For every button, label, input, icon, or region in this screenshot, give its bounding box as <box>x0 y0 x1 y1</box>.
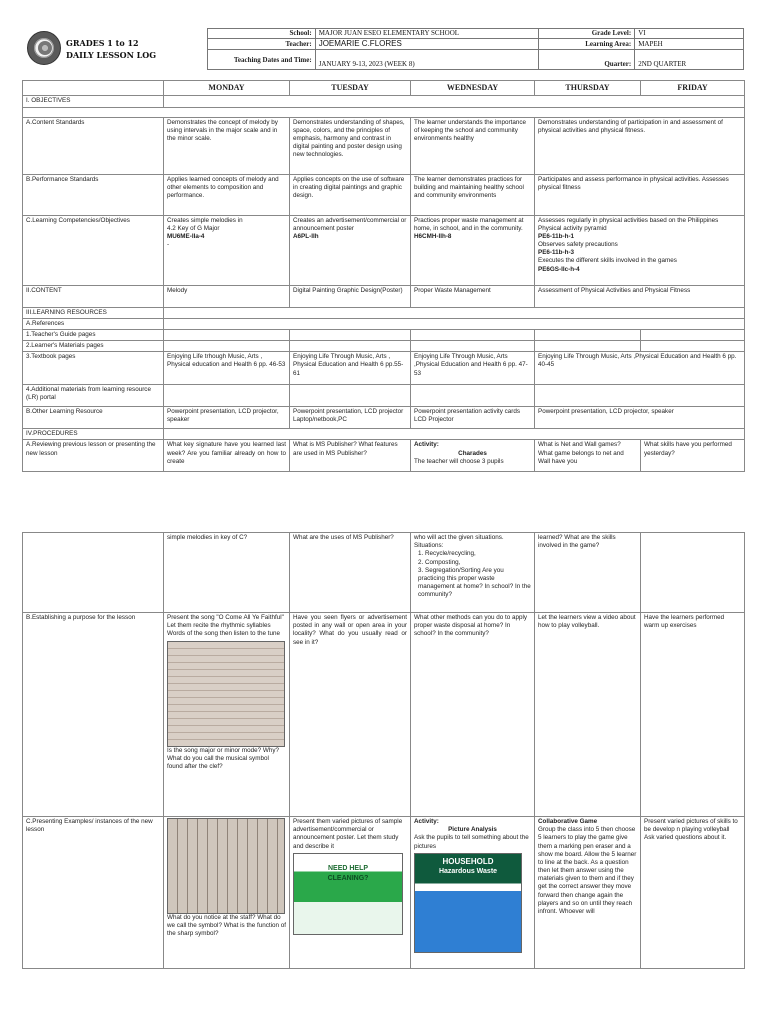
page-one <box>0 0 768 480</box>
cont-label-blank <box>23 533 164 613</box>
header-info-table <box>207 28 744 70</box>
comp-mon-code: MU6ME-IIa-4 <box>167 232 205 240</box>
comp-mon-line2: 4.2 Key of G Major <box>167 224 220 232</box>
performance-standards-thu: Participates and assess performance in physical activities. Assesses physical fitness <box>535 174 745 215</box>
review-wed <box>411 440 535 472</box>
lm-tue <box>290 341 411 352</box>
tg-fri <box>641 329 745 340</box>
comp-thu-code2: PE6-11b-h-3 <box>538 249 575 257</box>
area-label: Learning Area: <box>539 39 635 50</box>
lesson-table-page-2 <box>22 532 745 969</box>
textbook-wed: Enjoying Life Through Music, Arts ,Physical Education and Health 6 pp. 47-53 <box>411 352 535 385</box>
comp-thu-code3: PE6GS-IIc-h-4 <box>538 265 580 273</box>
lm-wed <box>411 341 535 352</box>
examples-thu <box>535 817 641 969</box>
day-header-wednesday: WEDNESDAY <box>411 81 535 96</box>
lm-label: 2.Learner's Materials pages <box>23 341 164 352</box>
examples-tue-text: Present them varied pictures of sample advertisement/commercial or announcement poster. Let them study and describe it <box>293 818 403 850</box>
cont-wed-line5: 3. Segregation/Sorting Are you practicing this proper waste management at home? In school? In the community? <box>418 566 531 599</box>
sheet-music-photo <box>167 641 285 747</box>
grade-label: Grade Level: <box>539 29 635 39</box>
tg-mon <box>164 329 290 340</box>
hazard-line-2: Hazardous Waste <box>438 867 498 875</box>
procedures-heading: IV.PROCEDURES <box>23 429 164 440</box>
review-wed-text: The teacher will choose 3 pupils <box>414 457 504 465</box>
content-standards-thu: Demonstrates understanding of participation in and assessment of physical activities and physical fitness. <box>535 117 745 174</box>
examples-label: C.Presenting Examples/ instances of the new lesson <box>23 817 164 969</box>
cont-fri <box>641 533 745 613</box>
review-thu: What is Net and Wall games? What game belongs to net and Wall have you <box>535 440 641 472</box>
content-wed: Proper Waste Management <box>411 285 535 307</box>
content-label: II.CONTENT <box>23 285 164 307</box>
dates-value: JANUARY 9-13, 2023 (WEEK 8) <box>315 50 539 70</box>
examples-thu-text: Group the class into 5 then choose 5 learners to play the game give them a marking pen eraser and a show me board. Allow the 5 learner to line at the back. As a question then let them answer using the materials given to them and if they get the correct answer they move forward then change again the players and so on until they reach infront. Whoever will <box>538 826 637 915</box>
other-resource-wed: Powerpoint presentation activity cards LCD Projector <box>411 407 535 429</box>
day-header-friday: FRIDAY <box>641 81 745 96</box>
objectives-blank <box>164 96 745 107</box>
review-label: A.Reviewing previous lesson or presenting the new lesson <box>23 440 164 472</box>
day-header-thursday: THURSDAY <box>535 81 641 96</box>
textbook-mon: Enjoying Life trhough Music, Arts , Physical education and Health 6 pp. 46-53 <box>164 352 290 385</box>
content-standards-tue: Demonstrates understanding of shapes, space, colors, and the principles of emphasis, harmony and contrast in digital painting and poster design using new technologies. <box>290 117 411 174</box>
purpose-tue: Have you seen flyers or advertisement posted in any wall or open area in your locality? What do you usually read or see in it? <box>290 613 411 817</box>
review-fri: What skills have you performed yesterday? <box>641 440 745 472</box>
references-label: A.References <box>23 318 164 329</box>
teacher-value: JOEMARIE C.FLORES <box>315 39 539 50</box>
comp-thu-code1: PE6-11b-h-1 <box>538 232 575 240</box>
review-wed-sub: Charades <box>458 449 487 457</box>
competencies-label: C.Learning Competencies/Objectives <box>23 215 164 285</box>
review-tue: What is MS Publisher? What features are used in MS Publisher? <box>290 440 411 472</box>
examples-wed-sub: Picture Analysis <box>448 826 497 834</box>
comp-tue-line1: Creates an advertisement/commercial or announcement poster <box>293 216 407 232</box>
poster-line-1: NEED HELP <box>327 864 369 872</box>
procedures-blank <box>164 429 745 440</box>
corner-header <box>23 81 164 96</box>
competencies-tue <box>290 215 411 285</box>
purpose-label: B.Establishing a purpose for the lesson <box>23 613 164 817</box>
other-resource-label: B.Other Learning Resource <box>23 407 164 429</box>
examples-wed <box>411 817 535 969</box>
cont-wed-line4: 2. Composting, <box>418 558 461 566</box>
purpose-mon-line4: Is the song major or minor mode? Why? <box>167 746 279 754</box>
comp-wed-line1: Practices proper waste management at home, in school, and in the community. <box>414 216 524 232</box>
hazard-line-1: HOUSEHOLD <box>442 856 494 866</box>
title-line-1: GRADES 1 to 12 <box>66 38 139 48</box>
performance-standards-label: B.Performance Standards <box>23 174 164 215</box>
lm-thu <box>535 341 641 352</box>
performance-standards-mon: Applies learned concepts of melody and other elements to composition and performance. <box>164 174 290 215</box>
tg-tue <box>290 329 411 340</box>
content-standards-label: A.Content Standards <box>23 117 164 174</box>
cont-thu: learned? What are the skills involved in the game? <box>535 533 641 613</box>
comp-wed-code: H6CMH-IIh-8 <box>414 232 452 240</box>
cont-wed-line3: 1. Recycle/recycling, <box>418 550 476 558</box>
purpose-mon <box>164 613 290 817</box>
cont-wed-line2: Situations: <box>414 542 444 550</box>
content-mon: Melody <box>164 285 290 307</box>
cont-wed-line1: who will act the given situations. <box>414 534 504 541</box>
poster-line-2: CLEANING? <box>327 874 369 882</box>
purpose-mon-line1: Present the song "O Come All Ye Faithful" <box>167 614 284 621</box>
quarter-label: Quarter: <box>539 50 635 70</box>
examples-tue <box>290 817 411 969</box>
grade-value: VI <box>635 29 744 39</box>
title-line-2: DAILY LESSON LOG <box>66 49 157 60</box>
day-header-monday: MONDAY <box>164 81 290 96</box>
performance-standards-wed: The learner demonstrates practices for building and maintaining healthy school and community environments <box>411 174 535 215</box>
competencies-mon <box>164 215 290 285</box>
cont-wed <box>411 533 535 613</box>
comp-thu-line1: Assesses regularly in physical activities based on the Philippines Physical activity pyramid <box>538 216 719 232</box>
purpose-thu: Let the learners view a video about how to play volleyball. <box>535 613 641 817</box>
tg-wed <box>411 329 535 340</box>
lesson-table-page-1 <box>22 80 745 472</box>
day-header-tuesday: TUESDAY <box>290 81 411 96</box>
tg-thu <box>535 329 641 340</box>
additional-thu <box>535 385 745 407</box>
tg-label: 1.Teacher's Guide pages <box>23 329 164 340</box>
deped-seal-icon <box>27 31 61 65</box>
comp-thu-line2: Observes safety precautions <box>538 241 618 249</box>
other-resource-thu: Powerpoint presentation, LCD projector, speaker <box>535 407 745 429</box>
purpose-mon-line3: Words of the song then listen to the tune <box>167 630 280 638</box>
cont-mon: simple melodies in key of C? <box>164 533 290 613</box>
examples-mon-text: What do you notice at the staff? What do we call the symbol? What is the function of the sharp symbol? <box>167 914 286 938</box>
additional-tue <box>290 385 411 407</box>
review-mon: What key signature have you learned last week? Are you familiar already on how to create <box>164 440 290 472</box>
document-title <box>66 38 156 61</box>
content-standards-mon: Demonstrates the concept of melody by using intervals in the major scale and in the minor scale. <box>164 117 290 174</box>
other-resource-mon: Powerpoint presentation, LCD projector, speaker <box>164 407 290 429</box>
school-value: MAJOR JUAN ESEO ELEMENTARY SCHOOL <box>315 29 539 39</box>
purpose-mon-line5: What do you call the musical symbol found after the clef? <box>167 754 269 770</box>
content-standards-wed: The learner understands the importance of keeping the school and community environments healthy <box>411 117 535 174</box>
purpose-wed: What other methods can you do to apply proper waste disposal at home? In school? In the community? <box>411 613 535 817</box>
comp-thu-line3: Executes the different skills involved in the games <box>538 257 677 265</box>
textbook-label: 3.Textbook pages <box>23 352 164 385</box>
music-staff-photo <box>167 818 285 914</box>
performance-standards-tue: Applies concepts on the use of software in creating digital paintings and graphic design. <box>290 174 411 215</box>
purpose-fri: Have the learners performed warm up exercises <box>641 613 745 817</box>
quarter-value: 2ND QUARTER <box>635 50 744 70</box>
additional-label: 4.Additional materials from learning resource (LR) portal <box>23 385 164 407</box>
objectives-heading: I. OBJECTIVES <box>23 96 164 107</box>
references-blank <box>164 318 745 329</box>
area-value: MAPEH <box>635 39 744 50</box>
cont-tue: What are the uses of MS Publisher? <box>290 533 411 613</box>
dates-label: Teaching Dates and Time: <box>208 50 316 70</box>
textbook-thu: Enjoying Life Through Music, Arts ,Physical Education and Health 6 pp. 40-45 <box>535 352 745 385</box>
hazardous-waste-guide-image <box>414 853 522 953</box>
competencies-thu <box>535 215 745 285</box>
cleaning-poster-image <box>293 853 403 935</box>
examples-mon <box>164 817 290 969</box>
examples-fri: Present varied pictures of skills to be develop n playing volleyball Ask varied questions about it. <box>641 817 745 969</box>
purpose-mon-line2: Let them recite the rhythmic syllables <box>167 622 271 630</box>
teacher-label: Teacher: <box>208 39 316 50</box>
additional-wed <box>411 385 535 407</box>
school-label: School: <box>208 29 316 39</box>
page-two <box>0 532 768 1012</box>
textbook-tue: Enjoying Life Through Music, Arts , Physical Education and Health 6 pp.55-61 <box>290 352 411 385</box>
examples-wed-text: Ask the pupils to tell something about the pictures <box>414 834 529 850</box>
comp-mon-line3: - <box>167 241 170 249</box>
lm-fri <box>641 341 745 352</box>
content-tue: Digital Painting Graphic Design(Poster) <box>290 285 411 307</box>
lm-mon <box>164 341 290 352</box>
content-thu: Assessment of Physical Activities and Physical Fitness <box>535 285 745 307</box>
additional-mon <box>164 385 290 407</box>
examples-wed-title: Activity: <box>414 818 439 825</box>
comp-mon-line1: Creates simple melodies in <box>167 216 243 224</box>
spacer-row <box>23 107 745 117</box>
resources-heading: III.LEARNING RESOURCES <box>23 307 164 318</box>
comp-tue-code: A6PL-IIh <box>293 232 319 240</box>
other-resource-tue: Powerpoint presentation, LCD projector Laptop/netbook,PC <box>290 407 411 429</box>
resources-blank <box>164 307 745 318</box>
examples-thu-title: Collaborative Game <box>538 818 598 825</box>
lesson-log-header <box>22 28 744 72</box>
review-wed-title: Activity: <box>414 441 439 449</box>
competencies-wed <box>411 215 535 285</box>
